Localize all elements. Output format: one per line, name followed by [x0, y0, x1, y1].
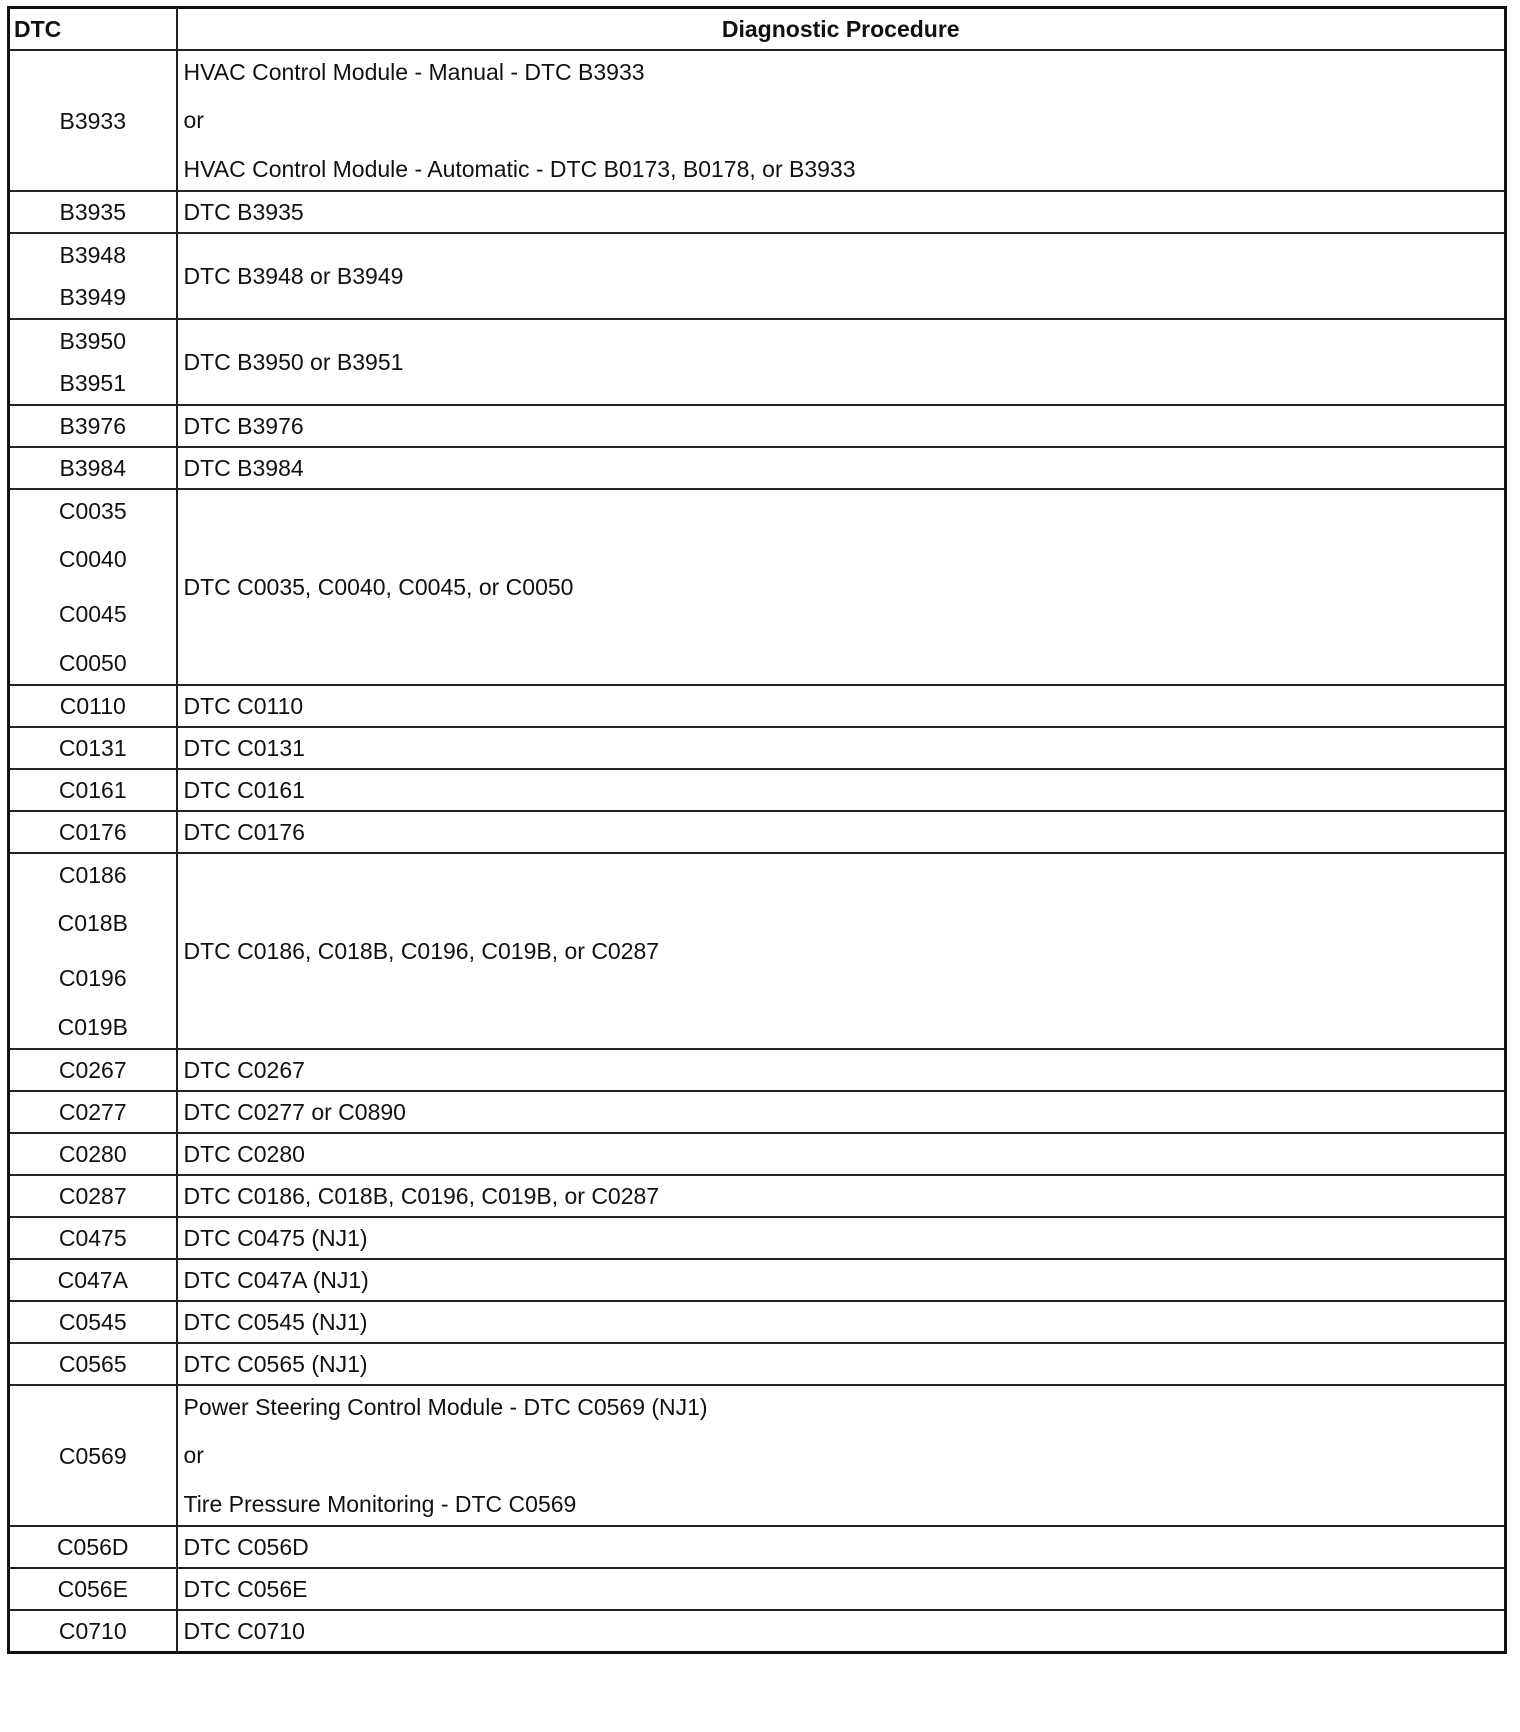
dtc-code: C0131	[58, 735, 127, 761]
dtc-cell	[9, 1301, 177, 1343]
dtc-code: B3951	[59, 370, 126, 396]
table-row	[9, 489, 1506, 685]
dtc-cell	[9, 1217, 177, 1259]
dtc-cell	[9, 447, 177, 489]
table-row	[9, 405, 1506, 447]
table-row	[9, 1526, 1506, 1568]
dtc-cell	[9, 769, 177, 811]
dtc-code: B3935	[59, 199, 126, 225]
procedure-cell	[177, 853, 1506, 1049]
procedure-cell	[177, 1343, 1506, 1385]
dtc-code: C0545	[58, 1309, 127, 1335]
procedure-text: DTC C0186, C018B, C0196, C019B, or C0287	[183, 938, 660, 964]
table-row	[9, 853, 1506, 1049]
table-row	[9, 1217, 1506, 1259]
procedure-cell	[177, 769, 1506, 811]
dtc-cell	[9, 1133, 177, 1175]
table-row	[9, 811, 1506, 853]
procedure-cell	[177, 405, 1506, 447]
dtc-cell	[9, 50, 177, 191]
dtc-cell	[9, 685, 177, 727]
dtc-cell	[9, 1091, 177, 1133]
dtc-cell	[9, 853, 177, 1049]
dtc-table	[7, 6, 1507, 1654]
dtc-cell	[9, 1049, 177, 1091]
procedure-text: DTC C0565 (NJ1)	[183, 1351, 368, 1377]
procedure-text: DTC B3950 or B3951	[183, 349, 404, 375]
dtc-code: C0161	[58, 777, 127, 803]
procedure-text: DTC C0186, C018B, C0196, C019B, or C0287	[183, 1183, 660, 1209]
dtc-code: C0040	[58, 546, 127, 572]
table-row	[9, 1049, 1506, 1091]
procedure-cell	[177, 233, 1506, 319]
procedure-cell	[177, 811, 1506, 853]
dtc-code: C0280	[58, 1141, 127, 1167]
table-row	[9, 447, 1506, 489]
procedure-cell	[177, 1049, 1506, 1091]
dtc-cell	[9, 1568, 177, 1610]
procedure-cell	[177, 1385, 1506, 1526]
procedure-text: DTC C0035, C0040, C0045, or C0050	[183, 574, 574, 600]
procedure-cell	[177, 727, 1506, 769]
dtc-code: C0035	[58, 498, 127, 524]
dtc-code: C0287	[58, 1183, 127, 1209]
dtc-code: C0565	[58, 1351, 127, 1377]
procedure-cell	[177, 50, 1506, 191]
table-row	[9, 769, 1506, 811]
procedure-cell	[177, 1568, 1506, 1610]
procedure-cell	[177, 489, 1506, 685]
dtc-code: C0176	[58, 819, 127, 845]
dtc-code: B3933	[59, 107, 126, 134]
dtc-code: C0267	[58, 1057, 127, 1083]
dtc-code: B3949	[59, 284, 126, 310]
dtc-code: C0569	[58, 1442, 127, 1469]
procedure-text: DTC C056E	[183, 1576, 308, 1602]
dtc-cell	[9, 1259, 177, 1301]
table-row	[9, 1175, 1506, 1217]
dtc-code: B3948	[59, 242, 126, 268]
dtc-code: C0196	[58, 965, 127, 991]
procedure-text: DTC C0267	[183, 1057, 305, 1083]
dtc-cell	[9, 1343, 177, 1385]
dtc-cell	[9, 727, 177, 769]
procedure-text: DTC C0277 or C0890	[183, 1099, 406, 1125]
dtc-code: C047A	[57, 1267, 128, 1293]
dtc-code: C018B	[57, 910, 128, 936]
dtc-code: C019B	[57, 1014, 128, 1040]
dtc-cell	[9, 405, 177, 447]
procedure-text: DTC C0710	[183, 1618, 305, 1644]
procedure-cell	[177, 685, 1506, 727]
table-row	[9, 319, 1506, 405]
table-row	[9, 50, 1506, 191]
procedure-cell	[177, 1610, 1506, 1653]
table-row	[9, 233, 1506, 319]
dtc-cell	[9, 233, 177, 319]
procedure-text: Power Steering Control Module - DTC C0569 (NJ1)	[183, 1394, 708, 1420]
dtc-code: C0050	[58, 650, 127, 676]
header-diagnostic-procedure: Diagnostic Procedure	[177, 8, 1506, 51]
dtc-cell	[9, 811, 177, 853]
table-row	[9, 1568, 1506, 1610]
dtc-cell	[9, 1175, 177, 1217]
procedure-text: DTC B3935	[183, 199, 304, 225]
dtc-cell	[9, 319, 177, 405]
procedure-cell	[177, 1091, 1506, 1133]
dtc-code: C0710	[58, 1618, 127, 1644]
procedure-cell	[177, 191, 1506, 233]
table-row	[9, 1091, 1506, 1133]
procedure-text: or	[183, 107, 204, 133]
procedure-text: DTC C0280	[183, 1141, 305, 1167]
procedure-cell	[177, 1526, 1506, 1568]
dtc-cell	[9, 1610, 177, 1653]
dtc-cell	[9, 489, 177, 685]
dtc-code: C056E	[57, 1576, 128, 1602]
procedure-text: or	[183, 1442, 204, 1468]
table-body	[9, 50, 1506, 1653]
procedure-cell	[177, 319, 1506, 405]
dtc-cell	[9, 191, 177, 233]
table-row	[9, 727, 1506, 769]
procedure-text: DTC B3984	[183, 455, 304, 481]
dtc-code: C0475	[58, 1225, 127, 1251]
procedure-text: HVAC Control Module - Manual - DTC B3933	[183, 59, 645, 85]
dtc-code: C0110	[59, 693, 126, 719]
procedure-cell	[177, 1217, 1506, 1259]
procedure-cell	[177, 1133, 1506, 1175]
dtc-code: B3950	[59, 328, 126, 354]
procedure-text: DTC C0161	[183, 777, 305, 803]
procedure-text: DTC C0131	[183, 735, 305, 761]
table-row	[9, 1343, 1506, 1385]
dtc-code: B3984	[59, 455, 126, 481]
table-row	[9, 1133, 1506, 1175]
procedure-cell	[177, 1301, 1506, 1343]
dtc-code: C0045	[58, 601, 127, 627]
dtc-cell	[9, 1526, 177, 1568]
procedure-text: DTC C0475 (NJ1)	[183, 1225, 368, 1251]
table-row	[9, 1259, 1506, 1301]
table-row	[9, 1301, 1506, 1343]
header-row	[9, 8, 1506, 51]
table-row	[9, 191, 1506, 233]
table-row	[9, 1610, 1506, 1653]
dtc-code: C0277	[58, 1099, 127, 1125]
table-row	[9, 685, 1506, 727]
procedure-text: HVAC Control Module - Automatic - DTC B0173, B0178, or B3933	[183, 156, 856, 182]
procedure-text: DTC B3976	[183, 413, 304, 439]
procedure-text: DTC C056D	[183, 1534, 309, 1560]
procedure-cell	[177, 1175, 1506, 1217]
table-row	[9, 1385, 1506, 1526]
procedure-cell	[177, 1259, 1506, 1301]
procedure-text: DTC C0545 (NJ1)	[183, 1309, 368, 1335]
header-dtc: DTC	[9, 8, 177, 51]
procedure-text: Tire Pressure Monitoring - DTC C0569	[183, 1491, 577, 1517]
procedure-text: DTC C0110	[183, 693, 304, 719]
dtc-code: B3976	[59, 413, 126, 439]
procedure-text: DTC C047A (NJ1)	[183, 1267, 369, 1293]
procedure-cell	[177, 447, 1506, 489]
dtc-code: C0186	[58, 862, 127, 888]
dtc-code: C056D	[56, 1534, 129, 1560]
procedure-text: DTC C0176	[183, 819, 305, 845]
procedure-text: DTC B3948 or B3949	[183, 263, 404, 289]
dtc-cell	[9, 1385, 177, 1526]
